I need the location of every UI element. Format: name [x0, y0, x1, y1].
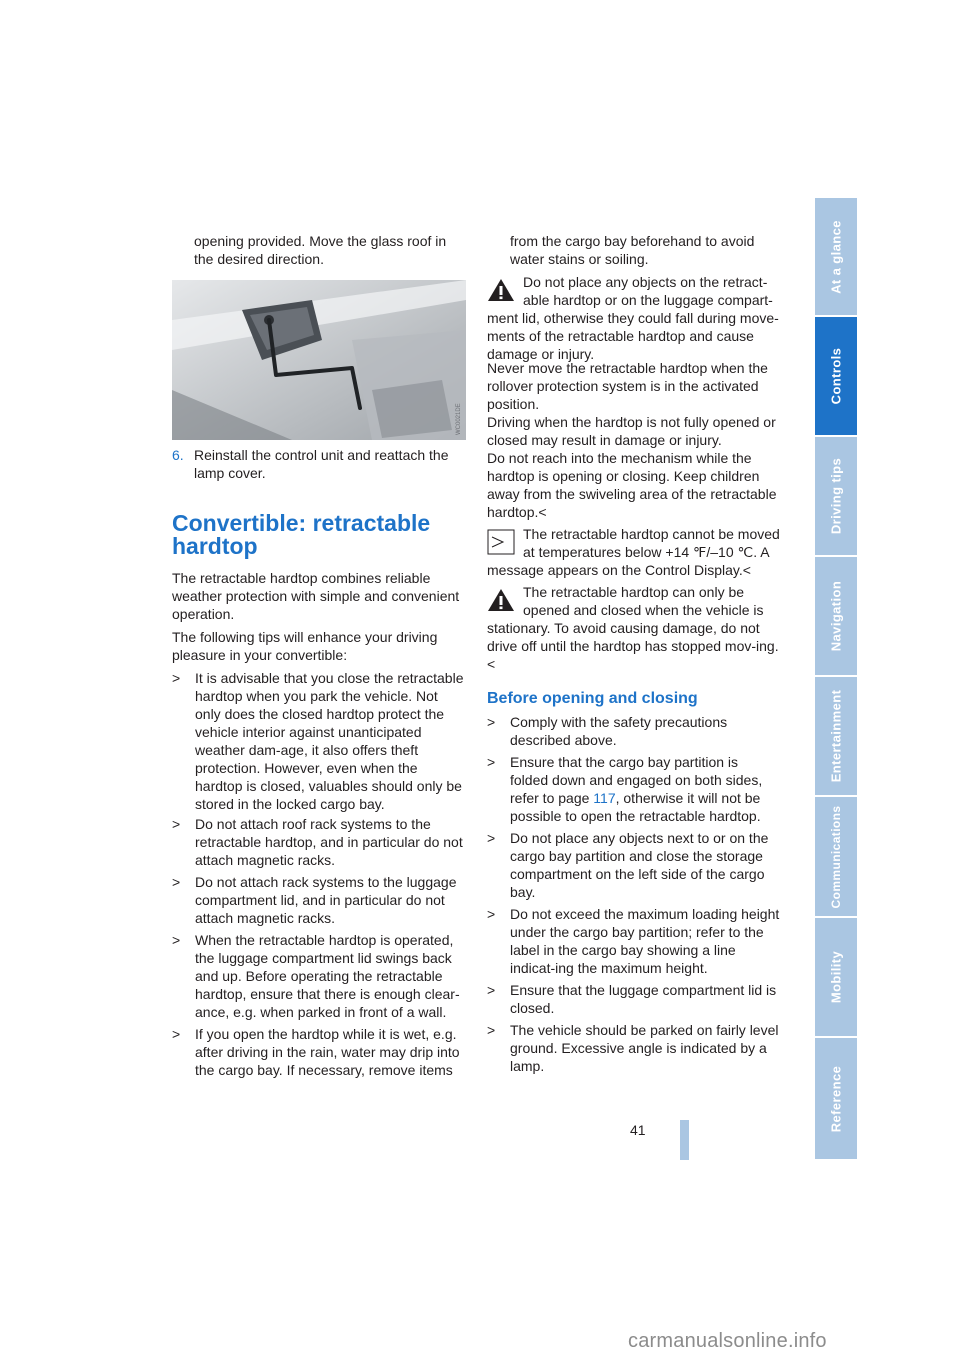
- sidebar-tab-communications[interactable]: [815, 797, 857, 916]
- warning-2-intro: The retractable hardtop can only be opened and closed when the vehicle is: [523, 584, 764, 618]
- bullet-marker: >: [487, 906, 496, 922]
- footer-watermark: carmanualsonline.info: [628, 1330, 827, 1352]
- sidebar-tab-reference[interactable]: [815, 1038, 857, 1159]
- warning-icon: [487, 587, 515, 613]
- sidebar-tab-label: Reference: [828, 1065, 844, 1132]
- sidebar-tab-driving-tips[interactable]: [815, 437, 857, 555]
- intro-text: opening provided. Move the glass roof in the desired direction.: [194, 233, 447, 267]
- sidebar-tab-label: Controls: [828, 347, 844, 405]
- note-icon: [487, 529, 515, 555]
- note-intro: The retractable hardtop cannot be moved at temperatures below +14 ℉/–10 ℃. A: [523, 526, 780, 560]
- bullet-marker: >: [487, 1022, 496, 1038]
- sidebar-tab-label: Communications: [829, 805, 843, 908]
- list-item-text: Comply with the safety precautions described above.: [510, 714, 728, 748]
- list-item-text: The vehicle should be parked on fairly level ground. Excessive angle is indicated by a lamp.: [510, 1022, 779, 1074]
- sidebar-tab-controls[interactable]: [815, 317, 857, 435]
- warning-1-intro: Do not place any objects on the retract-able hardtop or on the luggage compart-: [523, 274, 773, 308]
- sidebar-tab-label: Entertainment: [828, 689, 844, 783]
- heading-line-2: hardtop: [172, 533, 258, 559]
- sidebar-tab-label: Mobility: [828, 950, 844, 1004]
- page-reference-link[interactable]: 117: [593, 790, 616, 806]
- bullet-marker: >: [172, 874, 181, 890]
- bullet-marker: >: [172, 932, 181, 948]
- bullet-marker: >: [487, 754, 496, 770]
- bullet-marker: >: [172, 816, 181, 832]
- sidebar-tab-label: Driving tips: [828, 457, 844, 535]
- warning-1-rollover: Never move the retractable hardtop when the rollover protection system is in the activated position.: [487, 360, 768, 412]
- sidebar-tab-label: At a glance: [828, 219, 844, 294]
- paragraph-1: The retractable hardtop combines reliable weather protection with simple and convenient operation.: [172, 570, 460, 622]
- bullet-marker: >: [172, 670, 181, 686]
- bullet-marker: >: [487, 714, 496, 730]
- svg-text:WC0021DE: WC0021DE: [456, 403, 462, 435]
- page-number-bar: [680, 1120, 689, 1160]
- warning-1-mechanism: Do not reach into the mechanism while the hardtop is opening or closing. Keep children away from the swiveling area of the retractable hardtop.<: [487, 450, 777, 520]
- list-item-text: [510, 753, 780, 825]
- list-item-text: Do not attach roof rack systems to the retractable hardtop, and in particular do not attach magnetic racks.: [195, 816, 463, 868]
- list-item-text: Ensure that the luggage compartment lid is closed.: [510, 982, 777, 1016]
- sidebar-tab-mobility[interactable]: [815, 918, 857, 1036]
- subsection-heading: Before opening and closing: [487, 690, 698, 707]
- warning-2-body: stationary. To avoid causing damage, do not drive off until the hardtop has stopped mov-ing.<: [487, 620, 779, 672]
- page-number: 41: [630, 1122, 646, 1138]
- list-item-text: Do not exceed the maximum loading height under the cargo bay partition; refer to the label in the cargo bay showing a line indicat-ing the maximum height.: [510, 906, 780, 976]
- warning-1-body: ment lid, otherwise they could fall during move-ments of the retractable hardtop and cause damage or injury.: [487, 310, 779, 362]
- bullet-marker: >: [487, 982, 496, 998]
- bullet-marker: >: [487, 830, 496, 846]
- list-item-text-end: , otherwise it will not be possible to open the retractable hardtop.: [510, 790, 761, 824]
- list-item-text-start: Ensure that the cargo bay partition is folded down and engaged on both sides, refer to page: [510, 754, 763, 806]
- sidebar-tab-navigation[interactable]: [815, 557, 857, 675]
- list-item-text: It is advisable that you close the retractable hardtop when you park the vehicle. Not only does the closed hardtop protect the vehicle interior against unanticipated weather dam-age, it also offers theft protection. However, even when the hardtop is closed, valuables should only be stored in the locked cargo bay.: [195, 670, 464, 812]
- sidebar-tab-label: Navigation: [828, 580, 844, 652]
- list-item-text: Do not attach rack systems to the luggage compartment lid, and in particular do not attach magnetic racks.: [195, 874, 457, 926]
- bullet-marker: >: [172, 1026, 181, 1042]
- warning-icon: [487, 277, 515, 303]
- step-number: 6.: [172, 447, 184, 463]
- step-text: Reinstall the control unit and reattach the lamp cover.: [194, 447, 449, 481]
- sidebar-tab-entertainment[interactable]: [815, 677, 857, 795]
- note-body: message appears on the Control Display.<: [487, 562, 751, 578]
- section-heading: [172, 512, 430, 558]
- continued-text: from the cargo bay beforehand to avoid water stains or soiling.: [510, 233, 755, 267]
- heading-line-1: Convertible: retractable: [172, 510, 431, 536]
- hardtop-mechanism-photo: [172, 280, 466, 440]
- list-item-text: When the retractable hardtop is operated, the luggage compartment lid swings back and up. Before operating the retractable hardtop, ensure that there is enough clear-ance, e.g. when parked in front of a wall.: [195, 932, 460, 1020]
- warning-1-driving: Driving when the hardtop is not fully opened or closed may result in damage or injury.: [487, 414, 776, 448]
- sidebar-tab-at-a-glance[interactable]: [815, 198, 857, 315]
- paragraph-2: The following tips will enhance your driving pleasure in your convertible:: [172, 629, 438, 663]
- list-item-text: If you open the hardtop while it is wet, e.g. after driving in the rain, water may drip into the cargo bay. If necessary, remove items: [195, 1026, 460, 1078]
- list-item-text: Do not place any objects next to or on the cargo bay partition and close the storage compartment on the left side of the cargo bay.: [510, 830, 769, 900]
